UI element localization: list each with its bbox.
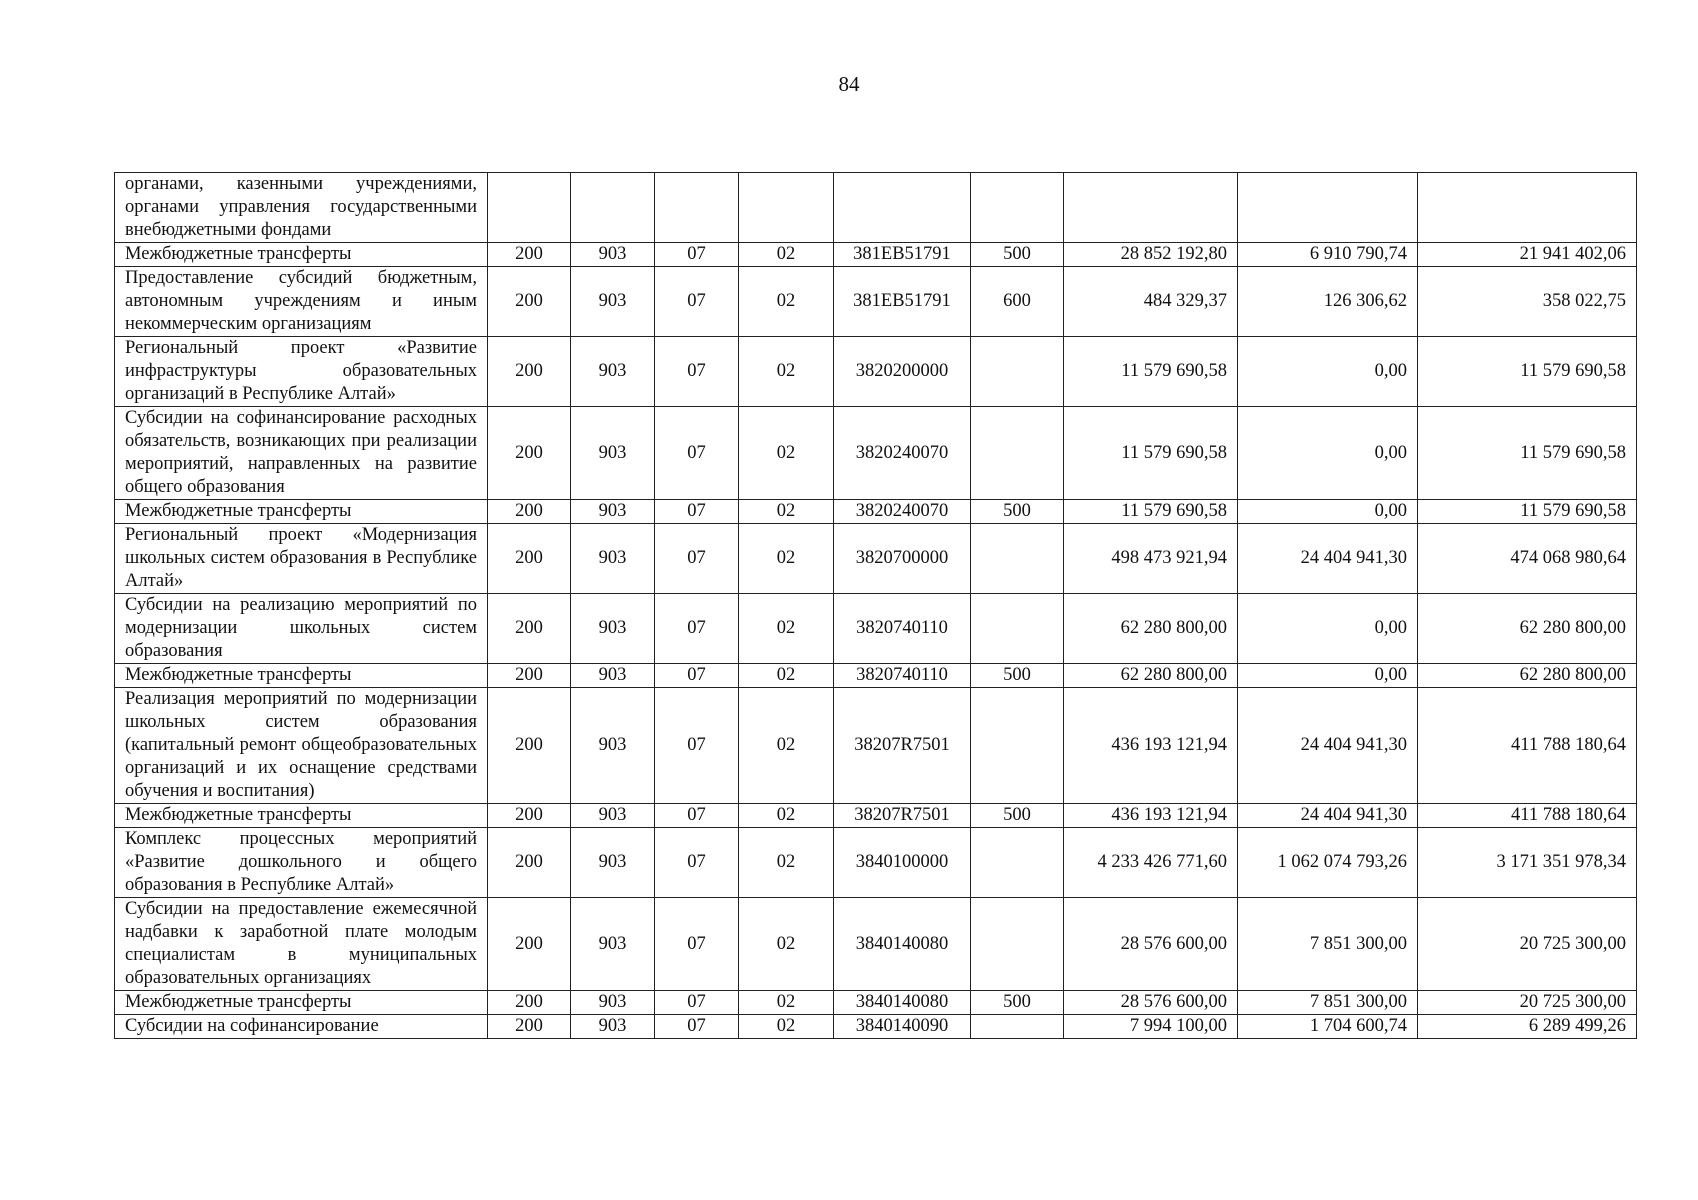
row-name-cell: Региональный проект «Модернизация школьных систем образования в Республике Алтай» [115, 524, 488, 594]
section-cell: 07 [655, 407, 739, 500]
table-row [115, 991, 1637, 1015]
expense-type-cell: 500 [971, 664, 1064, 688]
table-row [115, 524, 1637, 594]
table-row [115, 664, 1637, 688]
table-row [115, 243, 1637, 267]
approved-amount-cell: 11 579 690,58 [1064, 500, 1238, 524]
table-row [115, 1015, 1637, 1039]
expense-type-cell: 500 [971, 804, 1064, 828]
target-article-cell: 38207R7501 [834, 688, 971, 804]
remaining-amount-cell: 62 280 800,00 [1418, 664, 1637, 688]
table-row [115, 828, 1637, 898]
executed-amount-cell: 24 404 941,30 [1238, 524, 1418, 594]
expense-type-cell [971, 407, 1064, 500]
subsection-cell: 02 [739, 1015, 834, 1039]
approved-amount-cell: 11 579 690,58 [1064, 337, 1238, 407]
code-cell: 200 [488, 524, 571, 594]
table-row [115, 267, 1637, 337]
row-name-cell: Межбюджетные трансферты [115, 664, 488, 688]
executed-amount-cell [1238, 173, 1418, 243]
remaining-amount-cell: 20 725 300,00 [1418, 898, 1637, 991]
target-article-cell [834, 173, 971, 243]
approved-amount-cell: 7 994 100,00 [1064, 1015, 1238, 1039]
code-cell: 200 [488, 407, 571, 500]
executed-amount-cell: 0,00 [1238, 407, 1418, 500]
section-cell: 07 [655, 267, 739, 337]
expense-type-cell [971, 1015, 1064, 1039]
table-row [115, 898, 1637, 991]
table-row [115, 173, 1637, 243]
ministry-code-cell: 903 [571, 664, 655, 688]
approved-amount-cell: 28 852 192,80 [1064, 243, 1238, 267]
ministry-code-cell: 903 [571, 898, 655, 991]
table-row [115, 500, 1637, 524]
remaining-amount-cell: 474 068 980,64 [1418, 524, 1637, 594]
section-cell: 07 [655, 337, 739, 407]
ministry-code-cell: 903 [571, 688, 655, 804]
row-name-cell: Субсидии на софинансирование [115, 1015, 488, 1039]
expense-type-cell [971, 828, 1064, 898]
ministry-code-cell: 903 [571, 337, 655, 407]
section-cell: 07 [655, 664, 739, 688]
row-name-cell: Межбюджетные трансферты [115, 804, 488, 828]
executed-amount-cell: 24 404 941,30 [1238, 688, 1418, 804]
executed-amount-cell: 7 851 300,00 [1238, 898, 1418, 991]
executed-amount-cell: 0,00 [1238, 594, 1418, 664]
section-cell: 07 [655, 243, 739, 267]
remaining-amount-cell: 411 788 180,64 [1418, 688, 1637, 804]
table-body [115, 173, 1637, 1039]
row-name-cell: Комплекс процессных мероприятий «Развитие дошкольного и общего образования в Республике Алтай» [115, 828, 488, 898]
section-cell: 07 [655, 1015, 739, 1039]
code-cell: 200 [488, 664, 571, 688]
expense-type-cell [971, 594, 1064, 664]
target-article-cell: 3820240070 [834, 407, 971, 500]
approved-amount-cell: 28 576 600,00 [1064, 898, 1238, 991]
expense-type-cell [971, 337, 1064, 407]
section-cell [655, 173, 739, 243]
ministry-code-cell: 903 [571, 1015, 655, 1039]
approved-amount-cell: 11 579 690,58 [1064, 407, 1238, 500]
row-name-cell: Субсидии на реализацию мероприятий по модернизации школьных систем образования [115, 594, 488, 664]
executed-amount-cell: 24 404 941,30 [1238, 804, 1418, 828]
table-row [115, 407, 1637, 500]
subsection-cell: 02 [739, 524, 834, 594]
table-row [115, 337, 1637, 407]
subsection-cell: 02 [739, 500, 834, 524]
subsection-cell: 02 [739, 828, 834, 898]
subsection-cell: 02 [739, 898, 834, 991]
expense-type-cell [971, 173, 1064, 243]
ministry-code-cell: 903 [571, 524, 655, 594]
executed-amount-cell: 7 851 300,00 [1238, 991, 1418, 1015]
code-cell: 200 [488, 337, 571, 407]
subsection-cell: 02 [739, 991, 834, 1015]
expense-type-cell: 500 [971, 500, 1064, 524]
page-number: 84 [838, 72, 860, 96]
executed-amount-cell: 6 910 790,74 [1238, 243, 1418, 267]
target-article-cell: 3820240070 [834, 500, 971, 524]
ministry-code-cell: 903 [571, 243, 655, 267]
ministry-code-cell: 903 [571, 407, 655, 500]
target-article-cell: 3820700000 [834, 524, 971, 594]
remaining-amount-cell: 20 725 300,00 [1418, 991, 1637, 1015]
subsection-cell [739, 173, 834, 243]
remaining-amount-cell: 11 579 690,58 [1418, 337, 1637, 407]
code-cell: 200 [488, 500, 571, 524]
target-article-cell: 3840100000 [834, 828, 971, 898]
row-name-cell: Реализация мероприятий по модернизации школьных систем образования (капитальный ремонт общеобразовательных организаций и их оснащение средствами обучения и воспитания) [115, 688, 488, 804]
subsection-cell: 02 [739, 594, 834, 664]
subsection-cell: 02 [739, 267, 834, 337]
target-article-cell: 3840140080 [834, 991, 971, 1015]
target-article-cell: 3840140080 [834, 898, 971, 991]
table-row [115, 804, 1637, 828]
code-cell: 200 [488, 243, 571, 267]
row-name-cell: Межбюджетные трансферты [115, 500, 488, 524]
code-cell: 200 [488, 898, 571, 991]
section-cell: 07 [655, 898, 739, 991]
section-cell: 07 [655, 594, 739, 664]
target-article-cell: 3820200000 [834, 337, 971, 407]
approved-amount-cell: 28 576 600,00 [1064, 991, 1238, 1015]
expense-type-cell: 500 [971, 991, 1064, 1015]
executed-amount-cell: 126 306,62 [1238, 267, 1418, 337]
expense-type-cell [971, 688, 1064, 804]
section-cell: 07 [655, 804, 739, 828]
row-name-cell: Субсидии на предоставление ежемесячной надбавки к заработной плате молодым специалистам в муниципальных образовательных организациях [115, 898, 488, 991]
expense-type-cell: 600 [971, 267, 1064, 337]
ministry-code-cell: 903 [571, 828, 655, 898]
remaining-amount-cell: 6 289 499,26 [1418, 1015, 1637, 1039]
row-name-cell: Межбюджетные трансферты [115, 243, 488, 267]
expense-type-cell [971, 524, 1064, 594]
remaining-amount-cell: 62 280 800,00 [1418, 594, 1637, 664]
code-cell: 200 [488, 804, 571, 828]
executed-amount-cell: 0,00 [1238, 664, 1418, 688]
remaining-amount-cell: 11 579 690,58 [1418, 500, 1637, 524]
approved-amount-cell: 62 280 800,00 [1064, 664, 1238, 688]
target-article-cell: 3840140090 [834, 1015, 971, 1039]
row-name-cell: органами, казенными учреждениями, органами управления государственными внебюджетными фондами [115, 173, 488, 243]
approved-amount-cell: 484 329,37 [1064, 267, 1238, 337]
row-name-cell: Межбюджетные трансферты [115, 991, 488, 1015]
ministry-code-cell: 903 [571, 804, 655, 828]
section-cell: 07 [655, 991, 739, 1015]
code-cell: 200 [488, 1015, 571, 1039]
subsection-cell: 02 [739, 688, 834, 804]
executed-amount-cell: 0,00 [1238, 337, 1418, 407]
target-article-cell: 381EB51791 [834, 267, 971, 337]
subsection-cell: 02 [739, 337, 834, 407]
ministry-code-cell: 903 [571, 500, 655, 524]
code-cell: 200 [488, 594, 571, 664]
expense-type-cell: 500 [971, 243, 1064, 267]
subsection-cell: 02 [739, 804, 834, 828]
approved-amount-cell: 436 193 121,94 [1064, 688, 1238, 804]
target-article-cell: 3820740110 [834, 594, 971, 664]
code-cell: 200 [488, 688, 571, 804]
remaining-amount-cell [1418, 173, 1637, 243]
budget-table [114, 172, 1637, 1039]
ministry-code-cell: 903 [571, 594, 655, 664]
section-cell: 07 [655, 828, 739, 898]
code-cell: 200 [488, 828, 571, 898]
remaining-amount-cell: 411 788 180,64 [1418, 804, 1637, 828]
subsection-cell: 02 [739, 243, 834, 267]
approved-amount-cell: 62 280 800,00 [1064, 594, 1238, 664]
approved-amount-cell: 436 193 121,94 [1064, 804, 1238, 828]
row-name-cell: Субсидии на софинансирование расходных обязательств, возникающих при реализации мероприятий, направленных на развитие общего образования [115, 407, 488, 500]
executed-amount-cell: 1 062 074 793,26 [1238, 828, 1418, 898]
target-article-cell: 38207R7501 [834, 804, 971, 828]
subsection-cell: 02 [739, 664, 834, 688]
code-cell [488, 173, 571, 243]
row-name-cell: Региональный проект «Развитие инфраструктуры образовательных организаций в Республике Алтай» [115, 337, 488, 407]
section-cell: 07 [655, 688, 739, 804]
remaining-amount-cell: 11 579 690,58 [1418, 407, 1637, 500]
section-cell: 07 [655, 524, 739, 594]
table-row [115, 688, 1637, 804]
target-article-cell: 3820740110 [834, 664, 971, 688]
remaining-amount-cell: 358 022,75 [1418, 267, 1637, 337]
remaining-amount-cell: 3 171 351 978,34 [1418, 828, 1637, 898]
approved-amount-cell: 4 233 426 771,60 [1064, 828, 1238, 898]
target-article-cell: 381EB51791 [834, 243, 971, 267]
remaining-amount-cell: 21 941 402,06 [1418, 243, 1637, 267]
ministry-code-cell [571, 173, 655, 243]
ministry-code-cell: 903 [571, 991, 655, 1015]
row-name-cell: Предоставление субсидий бюджетным, автономным учреждениям и иным некоммерческим организациям [115, 267, 488, 337]
executed-amount-cell: 0,00 [1238, 500, 1418, 524]
ministry-code-cell: 903 [571, 267, 655, 337]
table-row [115, 594, 1637, 664]
approved-amount-cell: 498 473 921,94 [1064, 524, 1238, 594]
approved-amount-cell [1064, 173, 1238, 243]
executed-amount-cell: 1 704 600,74 [1238, 1015, 1418, 1039]
subsection-cell: 02 [739, 407, 834, 500]
code-cell: 200 [488, 267, 571, 337]
code-cell: 200 [488, 991, 571, 1015]
section-cell: 07 [655, 500, 739, 524]
expense-type-cell [971, 898, 1064, 991]
